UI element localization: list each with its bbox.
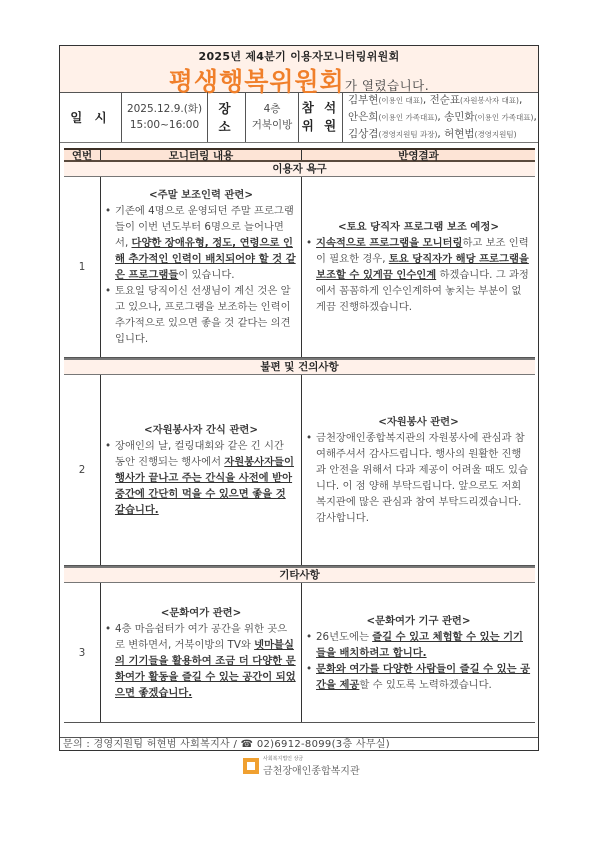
bullet-item: • 금천장애인종합복지관의 자원봉사에 관심과 참여해주셔서 감사드립니다. 행사의 원활한 진행과 안전을 위해서 다과 제공이 어려울 때도 있습니다. 이 점 양해 부탁드립니다. 앞으로도 저희 복지관에 많은 관심과 참여 부탁드리겠습니다. 감사합니다. (306, 432, 528, 524)
content-heading: <주말 보조인력 관련> (149, 189, 253, 201)
bullet-item: • 장애인의 날, 컬링대회와 같은 긴 시간 동안 진행되는 행사에서 자원봉사자들이 행사가 끝나고 주는 간식을 사전에 받아 중간에 간단히 먹을 수 있으면 좋을 것 같습니다. (105, 440, 294, 516)
attendees-label-cell (299, 92, 343, 142)
col-header-result: 반영결과 (398, 149, 439, 162)
result-heading: <문화여가 기구 관련> (366, 614, 471, 627)
table-row (64, 583, 535, 723)
attendee-role: (경영지원팀) (474, 129, 517, 139)
date-value-cell (122, 92, 208, 142)
bullet-item: • 기존에 4명으로 운영되던 주말 프로그램들이 이번 년도부터 6명으로 늘어나면서, 다양한 장애유형, 정도, 연령으로 인해 추가적인 인력이 배치되어야 할 것 같은 프로그램들이 있습니다. (105, 205, 296, 281)
result-heading: <토요 당직자 프로그램 보조 예정> (338, 221, 499, 233)
date-value: 2025.12.9.(화) (126, 103, 203, 115)
page-title: 평생행복위원회 (168, 67, 345, 96)
page-title-tail: 가 열렸습니다. (344, 78, 430, 93)
attendees-label-1: 참 석 (301, 100, 340, 115)
attendees-label-2: 위 원 (301, 118, 340, 133)
bullet-item: • 지속적으로 프로그램을 모니터링하고 보조 인력이 필요한 경우, 토요 당직자가 해당 프로그램을 보조할 수 있게끔 인수인계 하겠습니다. 그 과정에서 꼼꼼하게 인수인계하여 놓치는 부분이 없게끔 진행하겠습니다. (306, 237, 529, 313)
meeting-info (60, 92, 538, 143)
page-subtitle: 2025년 제4분기 이용자모니터링위원회 (198, 50, 400, 63)
result-heading: <자원봉사 관련> (378, 416, 459, 428)
row-number: 2 (64, 375, 101, 565)
place-floor: 4층 (263, 103, 281, 115)
bullet-item: • 26년도에는 즐길 수 있고 체험할 수 있는 기기들을 배치하려고 합니다. (306, 630, 523, 659)
row-number: 3 (64, 583, 101, 722)
table-row (64, 177, 535, 358)
section-title-user-needs: 이용자 욕구 (64, 162, 535, 177)
col-header-no: 연번 (64, 150, 101, 160)
attendee-name: 김부현 (348, 93, 379, 106)
place-value-cell (246, 92, 299, 142)
organization-logo (243, 755, 360, 777)
monitoring-content (101, 583, 302, 722)
content-heading: <문화여가 관련> (160, 606, 242, 619)
logo-square-icon (243, 758, 259, 774)
logo-name: 금천장애인종합복지관 (263, 766, 360, 777)
attendee-role: (경영지원팀 과장) (378, 129, 438, 139)
place-room: 거북이방 (251, 119, 293, 131)
attendee-name: 송민화 (444, 110, 475, 123)
result-content (302, 177, 535, 357)
attendee-role: (이용인 가족대표) (474, 112, 534, 122)
date-label-cell (60, 92, 122, 142)
monitoring-content (101, 177, 302, 357)
place-label-cell (208, 92, 246, 142)
content-heading: <자원봉사자 간식 관련> (144, 424, 258, 436)
monitoring-table (64, 148, 535, 723)
attendee-role: (이용인 가족대표) (378, 112, 438, 122)
table-header (64, 148, 535, 162)
place-label: 장 소 (218, 101, 235, 134)
title-box (60, 46, 538, 96)
date-label: 일 시 (70, 110, 111, 125)
contact-info: 문의 : 경영지원팀 허현범 사회복지사 / ☎ 02)6912-8099(3층 사무실) (60, 737, 538, 751)
result-content (302, 583, 535, 722)
col-header-content: 모니터링 내용 (101, 150, 302, 160)
attendee-name: 전순표 (429, 93, 461, 106)
bullet-item: • 토요일 당직이신 선생님이 계신 것은 알고 있으나, 프로그램을 보조하는 인력이 추가적으로 있으면 좋을 것 같다는 의견입니다. (105, 285, 291, 345)
row-number: 1 (64, 177, 101, 357)
attendee-role: (자원봉사자 대표) (460, 95, 519, 105)
attendee-name: 안은희 (348, 110, 379, 123)
time-value: 15:00~16:00 (129, 119, 200, 131)
attendees-cell: 김부현(이용인 대표), 전순표(자원봉사자 대표), 안은희(이용인 가족대표), 송민화(이용인 가족대표), 김상겸(경영지원팀 과장), 허현범(경영지원팀) (348, 93, 537, 140)
notice-frame (59, 45, 539, 751)
bullet-item: • 4층 마음쉼터가 여가 공간을 위한 곳으로 변하면서, 거북이방의 TV와 넷마블실의 기기들을 활용하여 조금 더 다양한 문화여가 활동을 즐길 수 있는 공간이 되었으면 좋겠습니다. (105, 622, 296, 699)
result-content (302, 375, 535, 565)
logo-subtext: 사회복지법인 상금 (263, 756, 304, 762)
attendee-name: 허현범 (444, 127, 475, 140)
bullet-item: • 문화와 여가를 다양한 사람들이 즐길 수 있는 공간을 제공할 수 있도록 노력하겠습니다. (306, 662, 531, 691)
attendee-role: (이용인 대표) (378, 95, 423, 105)
section-title-complaints: 불편 및 건의사항 (64, 358, 535, 375)
table-row (64, 375, 535, 566)
attendee-name: 김상겸 (348, 127, 379, 140)
monitoring-content (101, 375, 302, 565)
section-title-others: 기타사항 (64, 566, 535, 583)
